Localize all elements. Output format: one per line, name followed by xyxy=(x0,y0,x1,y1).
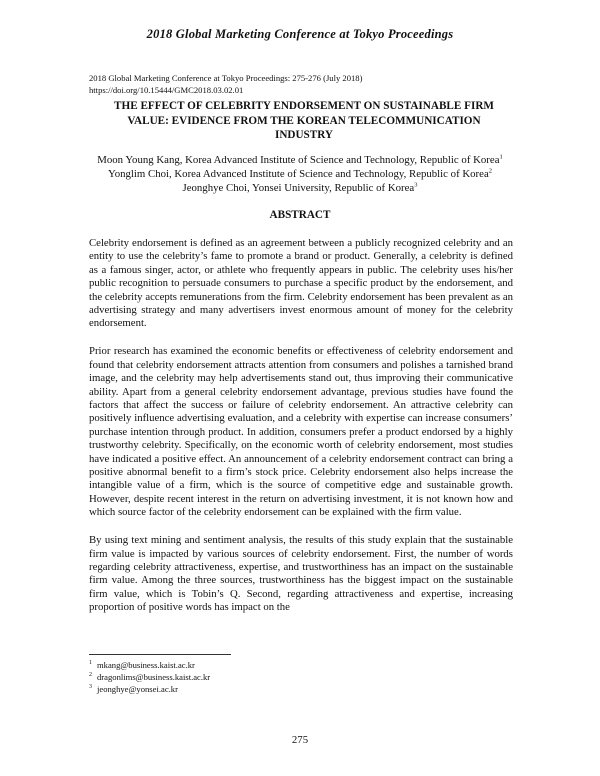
footnote-email: jeonghye@yonsei.ac.kr xyxy=(97,684,178,694)
footnote xyxy=(89,683,389,695)
author-footnote-mark: 3 xyxy=(414,181,418,189)
footnotes xyxy=(89,659,389,695)
abstract-heading: ABSTRACT xyxy=(269,209,331,221)
footnote-mark: 3 xyxy=(89,684,92,691)
footnote-email: mkang@business.kaist.ac.kr xyxy=(97,660,195,670)
author-line xyxy=(60,153,540,167)
author-line xyxy=(60,167,540,181)
footnote-mark: 1 xyxy=(89,660,92,667)
author-line xyxy=(60,181,540,195)
author-footnote-mark: 2 xyxy=(488,167,492,175)
citation-block xyxy=(89,72,520,96)
paragraph: Celebrity endorsement is defined as an agreement between a publicly recognized celebrity and an entity to use the celebrity’s fame to promote a brand or product. Generally, a celebrity is defined as a famous singer, actor, or athlete who frequently appears in public. The celebrity uses his/her public recognition to persuade consumers to purchase a specific product by the endorsement, and the celebrity accepts remunerations from the firm. Celebrity endorsement has been prevalent as an advertising strategy and many advertisers invest enormous amount of money for the celebrity endorsement. xyxy=(89,237,513,330)
paragraph: Prior research has examined the economic benefits or effectiveness of celebrity endorsement and found that celebrity endorsement attracts attention from consumers and polishes a tarnished brand image, and the celebrity may help advertisements stand out, thus improving their communicative ability. Apart from a general celebrity endorsement advantage, previous studies have found the factors that affect the success or failure of celebrity endorsement. An attractive celebrity can positively influence advertising evaluation, and a celebrity with expertise can increase consumers’ purchase intention through product. In addition, consumers prefer a product endorsed by a highly trustworthy celebrity. Specifically, on the economic worth of celebrity endorsement, most studies have indicated a positive effect. An announcement of a celebrity endorsement contract can bring a positive abnormal benefit to a firm’s stock price. Celebrity endorsement also helps increase the intangible value of a firm, which is the source of competitive edge and sustainable growth. However, despite recent interest in the return on advertising investment, it is not known how and which source factor of the celebrity endorsement can be explained with the firm value. xyxy=(89,345,513,519)
author-text: Moon Young Kang, Korea Advanced Institute of Science and Technology, Republic of Korea xyxy=(97,154,500,166)
author-list xyxy=(60,153,540,195)
running-header: 2018 Global Marketing Conference at Tokyo Proceedings xyxy=(146,27,454,41)
footnote-email: dragonlims@business.kaist.ac.kr xyxy=(97,672,211,682)
author-text: Yonglim Choi, Korea Advanced Institute of Science and Technology, Republic of Korea xyxy=(107,168,489,180)
abstract-body xyxy=(89,237,513,629)
footnote-divider xyxy=(89,654,231,655)
footnote xyxy=(89,671,389,683)
doi-link[interactable]: https://doi.org/10.15444/GMC2018.03.02.01 xyxy=(89,85,244,95)
footnote-mark: 2 xyxy=(89,672,92,679)
author-text: Jeonghye Choi, Yonsei University, Republic of Korea xyxy=(182,182,415,194)
paragraph: By using text mining and sentiment analysis, the results of this study explain that the sustainable firm value is impacted by various sources of celebrity endorsement. First, the number of words regarding celebrity attractiveness, expertise, and trustworthiness has an impact on the sustainable firm value. Among the three sources, trustworthiness has the biggest impact on the sustainable firm value, which is Tobin’s Q. Second, regarding attractiveness and expertise, increasing proportion of positive words has impact on the xyxy=(89,534,513,614)
citation-line: 2018 Global Marketing Conference at Tokyo Proceedings: 275-276 (July 2018) xyxy=(89,73,363,83)
paper-title: THE EFFECT OF CELEBRITY ENDORSEMENT ON SUSTAINABLE FIRM VALUE: EVIDENCE FROM THE KOREAN TELECOMMUNICATION INDUSTRY xyxy=(114,100,494,141)
page-number: 275 xyxy=(291,734,309,746)
author-footnote-mark: 1 xyxy=(499,153,503,161)
footnote xyxy=(89,659,389,671)
